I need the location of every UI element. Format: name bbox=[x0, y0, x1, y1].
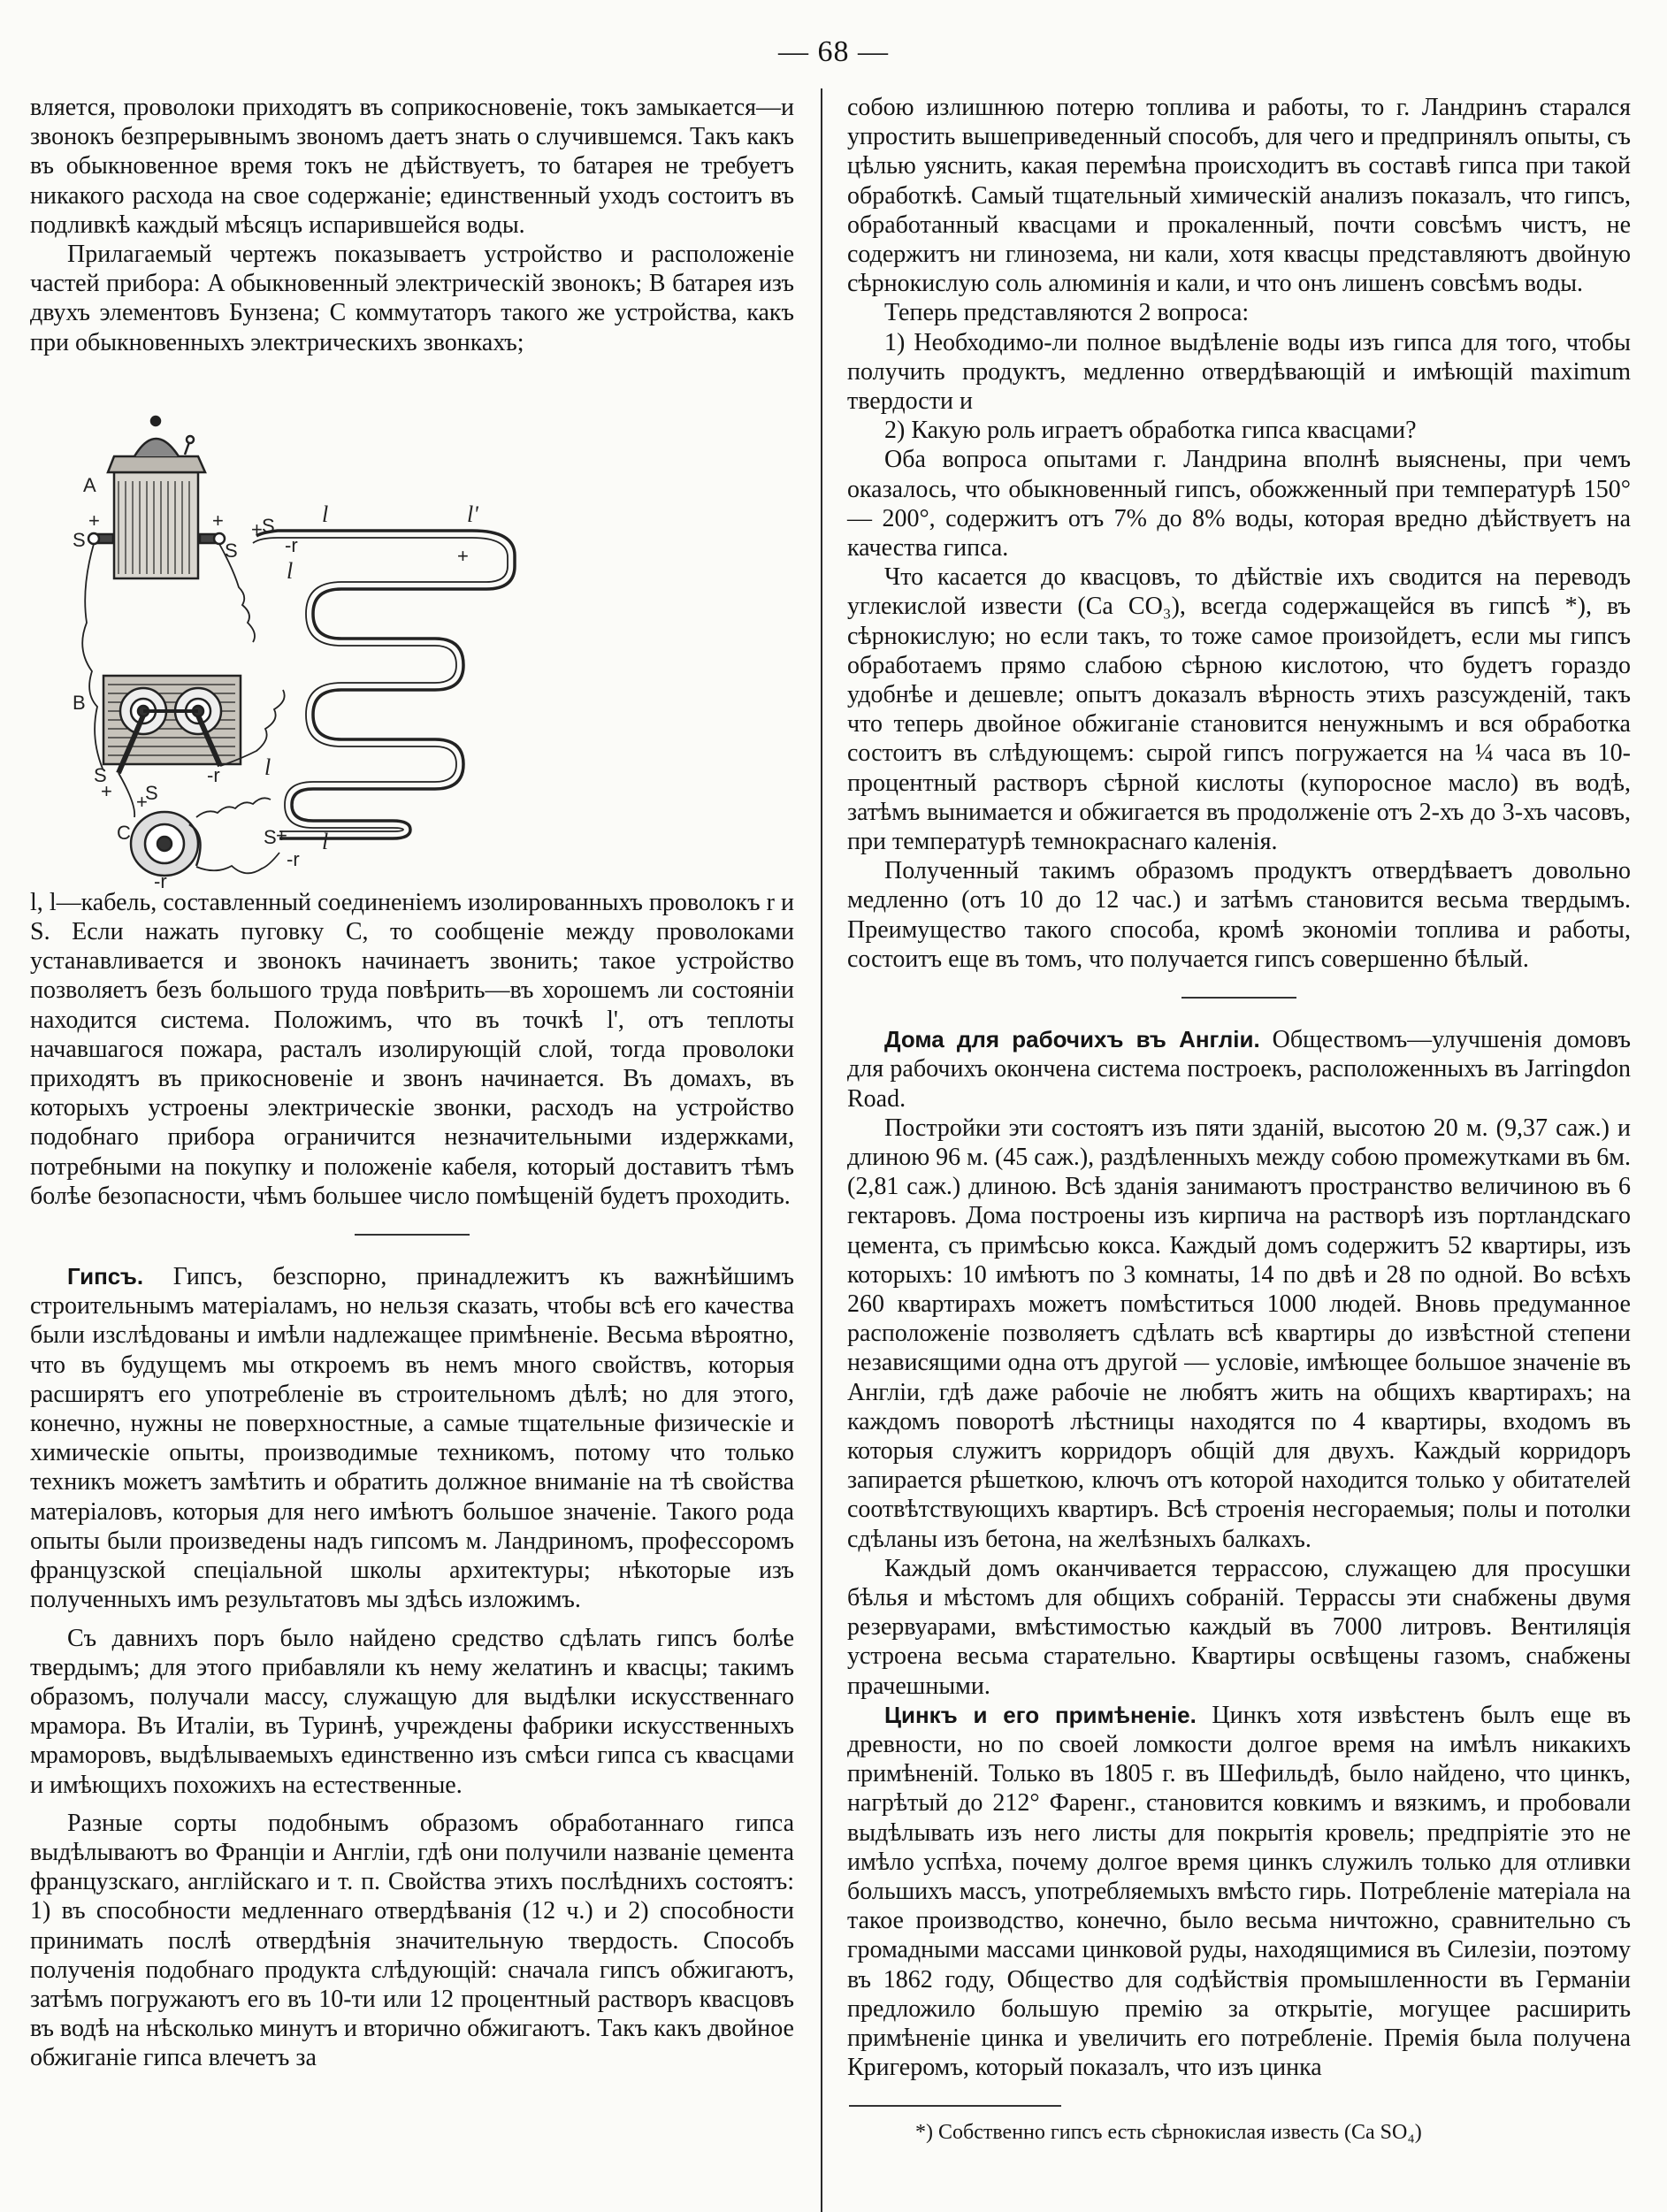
paragraph: Цинкъ и его примѣненіе. Цинкъ хотя извѣстенъ былъ еще въ древности, но по своей ломкости долгое время на имѣлъ никакихъ примѣненій. Только въ 1805 г. въ Шефильдѣ, было найдено, что цинкъ, нагрѣтый до 212° Фаренг., становится ковкимъ и вязкимъ, и пробовали выдѣлывать изъ него листы для покрытія кровель; предпріятіе это не имѣло успѣха, почему долгое время цинкъ служилъ только для отливки большихъ массъ, употребляемыхъ вмѣсто гирь. Потребленіе матеріала на такое производство, конечно, было весьма ничтожно, сравнительно съ громадными массами цинковой руды, находящимися въ Силезіи, поэтому въ 1862 году, Общество для содѣйствія промышленности въ Германіи предложило большую премію за открытіе, могущее расширить примѣненіе цинка и увеличить его потребленіе. Премія была получена Кригеромъ, который показалъ, что изъ цинка bbox=[847, 1701, 1631, 2082]
paragraph: Постройки эти состоятъ изъ пяти зданій, высотою 20 м. (9,37 саж.) и длиною 96 м. (45 саж.), раздѣленныхъ между собою промежутками въ 6м. (2,81 саж.) длиною. Всѣ зданія занимаютъ пространство величиною въ 6 гектаровъ. Дома построены изъ кирпича на растворѣ изъ портландскаго цемента, съ примѣсью кокса. Каждый домъ содержитъ 52 квартиры, изъ которыхъ: 10 имѣютъ по 3 комнаты, 14 по двѣ и 28 по одной. Во всѣхъ 260 квартирахъ можетъ помѣститься 1000 людей. Вновь предуманное расположеніе позволяетъ сдѣлать всѣ квартиры до извѣстной степени независящими одна отъ другой — условіе, имѣющее большое значеніе въ Англіи, гдѣ даже рабочіе не любятъ жить на общихъ квартирахъ; на каждомъ поворотѣ лѣстницы находятся по 4 квартиры, входомъ въ которыя служитъ корридоръ общій для двухъ. Каждый корридоръ запирается рѣшеткою, ключъ отъ которой находится только у обитателей соотвѣтствующихъ квартиръ. Всѣ строенія несгораемыя; полы и потолки сдѣланы изъ бетона, на желѣзныхъ балкахъ. bbox=[847, 1114, 1631, 1553]
paragraph: Дома для рабочихъ въ Англіи. Обществомъ—улучшенія домовъ для рабочихъ окончена система построекъ, расположенныхъ въ Jarringdon Road. bbox=[847, 1026, 1632, 1113]
section-divider bbox=[1181, 997, 1296, 999]
label-plus: + bbox=[101, 779, 112, 802]
label-plus: + bbox=[276, 823, 287, 846]
section-heading: Цинкъ и его примѣненіе. bbox=[884, 1701, 1197, 1728]
paragraph: Что касается до квасцовъ, то дѣйствіе ихъ сводится на переводъ углекислой извести (Ca CO₃), всегда содержащейся въ гипсѣ *), въ сѣрнокислую; но если такъ, то тоже самое произойдетъ, если мы гипсъ обработаемъ прямо слабою сѣрною кислотою, что будетъ гораздо удобнѣе и дешевле; опытъ доказалъ вѣрность этихъ разсужденій, такъ что теперь двойное обжиганіе становится ненужнымъ и вся обработка состоитъ въ слѣдующемъ: сырой гипсъ погружается на ¼ часа въ 10-процентный растворъ сѣрной кислоты (купоросное масло) въ водѣ, затѣмъ вынимается и обжигается въ продолженіе отъ 2-хъ до 3-хъ часовъ, при температурѣ темнокраснаго каленія. bbox=[847, 563, 1631, 856]
paragraph: Прилагаемый чертежъ показываетъ устройство и расположеніе частей прибора: A обыкновенный электрическій звонокъ; B батарея изъ двухъ элементовъ Бунзена; C коммутаторъ такого же устройства, какъ при обыкновенныхъ электрическихъ звонкахъ; bbox=[30, 241, 794, 356]
paragraph: Полученный такимъ образомъ продуктъ отвердѣваетъ довольно медленно (отъ 10 до 12 час.) и затѣмъ становится весьма твердымъ. Преимущество такого способа, кромѣ экономіи топлива и работы, состоитъ еще въ томъ, что получается гипсъ совершенно бѣлый. bbox=[847, 857, 1631, 973]
footnote-rule bbox=[849, 2105, 1061, 2107]
label-s: S bbox=[262, 514, 275, 537]
label-l: l bbox=[322, 828, 329, 854]
label-minus: -r bbox=[285, 533, 298, 556]
paragraph: Каждый домъ оканчивается террассою, служащею для просушки бѣлья и мѣстомъ для общихъ собраній. Террассы эти снабжены двумя резервуарами, вмѣстимостью каждый въ 7000 литровъ. Вентиляція устроена весьма старательно. Квартиры освѣщены газомъ, снабжены прачешными. bbox=[847, 1554, 1631, 1700]
section-divider bbox=[355, 1234, 470, 1236]
paragraph: Разные сорты подобнымъ образомъ обработаннаго гипса выдѣлываютъ во Франціи и Англіи, гдѣ они получили названіе цемента французскаго, англійскаго и т. п. Свойства этихъ послѣднихъ состоятъ: 1) въ способности медленнаго отвердѣванія (12 ч.) и 2) способности принимать послѣ отвердѣнія значительную твердость. Способъ полученія подобнаго продукта слѣдующій: сначала гипсъ обжигаютъ, затѣмъ погружаютъ его въ 10-ти или 12 процентный растворъ квасцовъ въ водѣ на нѣсколько минутъ и вторично обжигаютъ. Такъ какъ двойное обжиганіе гипса влечетъ за bbox=[30, 1809, 794, 2072]
label-b: B bbox=[73, 691, 86, 714]
label-l: l bbox=[287, 557, 294, 584]
paragraph: 2) Какую роль играетъ обработка гипса квасцами? bbox=[884, 417, 1417, 445]
label-plus: + bbox=[457, 544, 469, 567]
cable-l bbox=[256, 531, 515, 838]
page-number: — 68 — bbox=[778, 35, 889, 68]
paragraph: Теперь представляются 2 вопроса: bbox=[884, 299, 1250, 327]
label-a: A bbox=[83, 473, 96, 496]
label-plus: + bbox=[136, 790, 148, 813]
paragraph: Съ давнихъ поръ было найдено средство сдѣлать гипсъ болѣе твердымъ; для этого прибавляли къ нему желатинъ и квасцы; такимъ образомъ, получали массу, служащую для выдѣлки искусственнаго мрамора. Въ Италіи, въ Туринѣ, учреждены фабрики искусственныхъ мраморовъ, выдѣлываемыхъ единственно изъ смѣси гипса съ квасцами и имѣющихъ похожихъ на естественные. bbox=[30, 1624, 794, 1799]
label-l: l bbox=[322, 501, 329, 527]
label-s: S bbox=[145, 781, 158, 804]
bell-housing bbox=[114, 472, 198, 578]
label-s: S bbox=[94, 763, 107, 786]
label-plus: + bbox=[251, 517, 263, 540]
section-heading: Гипсъ. bbox=[67, 1263, 144, 1290]
label-c: C bbox=[117, 821, 131, 844]
label-s: S bbox=[264, 825, 277, 848]
paragraph: собою излишнюю потерю топлива и работы, то г. Ландринъ старался упростить вышеприведенный способъ, для чего и предпринялъ опыты, съ цѣлью уяснить, какая перемѣна происходитъ въ составѣ гипса при такой обработкѣ. Самый тщательный химическій анализъ показалъ, что гипсъ, обработанный квасцами и прокаленный, почти совсѣмъ чистъ, не содержитъ ни глинозема, ни кали, хотя квасцы представляютъ двойную сѣрнокислую соль алюминія и кали, и что онъ лишенъ совсѣмъ воды. bbox=[847, 94, 1631, 298]
paragraph: вляется, проволоки приходятъ въ соприкосновеніе, токъ замыкается—и звонокъ безпрерывнымъ звономъ даетъ знать о случившемся. Такъ какъ въ обыкновенное время токъ не дѣйствуетъ, то батарея не требуетъ никакого расхода на свое содержаніе; единственный уходъ состоитъ въ подливкѣ каждый мѣсяцъ испарившейся воды. bbox=[30, 94, 794, 239]
label-plus: + bbox=[212, 509, 224, 532]
label-minus: -r bbox=[287, 847, 300, 870]
bell-base bbox=[108, 456, 205, 472]
footnote: *) Собственно гипсъ есть сѣрнокислая известь (Ca SO₄) bbox=[915, 2121, 1422, 2144]
paragraph: l, l—кабель, составленный соединеніемъ изолированныхъ проволокъ r и S. Если нажать пуговку C, то сообщеніе между проволоками устанавливается и звонокъ начинаетъ звонить; такое устройство позволяетъ безъ большого труда повѣрить—въ хорошемъ ли состояніи находится система. Положимъ, что въ точкѣ l', отъ теплоты начавшагося пожара, расталъ изолирующій слой, тогда проволоки приходятъ въ прикосновеніе и звонъ начинается. Въ домахъ, въ которыхъ устроены электрическіе звонки, расходъ на устройство подобнаго прибора ограничится незначительными издержками, потребными на покупку и положеніе кабеля, который доставитъ тѣмъ болѣе безопасности, чѣмъ большее число помѣщеній будетъ проходить. bbox=[30, 888, 794, 1210]
paragraph: 1) Необходимо-ли полное выдѣленіе воды изъ гипса для того, чтобы получить продуктъ, медленно отвердѣвающій и имѣющій maximum твердости и bbox=[847, 328, 1631, 416]
paragraph: Гипсъ. Гипсъ, безспорно, принадлежитъ къ важнѣйшимъ строительнымъ матеріаламъ, но нельзя сказать, чтобы всѣ его качества были изслѣдованы и имѣли надлежащее примѣненіе. Весьма вѣроятно, что въ будущемъ мы откроемъ въ немъ много свойствъ, которыя расширятъ его употребленіе въ строительномъ дѣлѣ; но для этого, конечно, нужны не поверхностные, а самые тщательные физическіе и химическіе опыты, производимые техникомъ, потому что только техникъ можетъ замѣтить и обратить должное вниманіе на тѣ свойства матеріаловъ, которыя для него имѣютъ большое значеніе. Такого рода опыты были произведены надъ гипсомъ м. Ландриномъ, профессоромъ французской спеціальной школы архитектуры; нѣкоторые изъ полученныхъ имъ результатовъ мы здѣсь изложимъ. bbox=[30, 1263, 794, 1614]
label-plus: + bbox=[88, 509, 100, 532]
bell-dome bbox=[134, 439, 179, 456]
label-s: S bbox=[225, 539, 238, 562]
label-minus: -r bbox=[154, 869, 167, 888]
label-s: S bbox=[73, 528, 86, 551]
right-column bbox=[847, 93, 1631, 2082]
column-divider bbox=[821, 88, 822, 2212]
paragraph: Оба вопроса опытами г. Ландрина вполнѣ выяснены, при чемъ оказалось, что обыкновенный гипсъ, обожженный при температурѣ 150° — 200°, содержитъ отъ 7% до 8% воды, которая вредно дѣйствуетъ на качества гипса. bbox=[847, 446, 1631, 563]
label-minus: -r bbox=[207, 763, 220, 786]
label-l: l bbox=[264, 754, 271, 780]
electric-bell-diagram bbox=[30, 357, 794, 888]
section-heading: Дома для рабочихъ въ Англіи. bbox=[884, 1026, 1260, 1053]
left-column bbox=[30, 93, 794, 2073]
label-l-prime: l' bbox=[467, 501, 478, 527]
